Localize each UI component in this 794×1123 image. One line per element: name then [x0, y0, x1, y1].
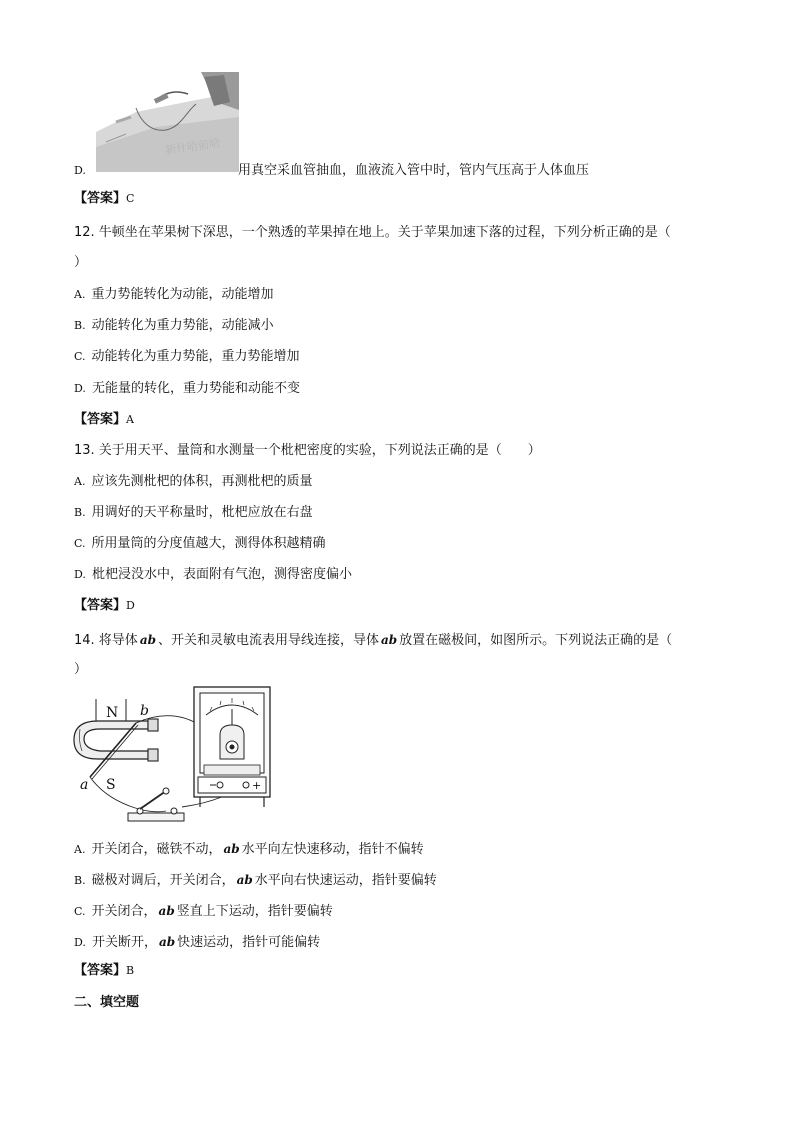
q14-stem-line2: ） [74, 662, 88, 677]
q14-option-c [74, 902, 333, 921]
q11-answer [74, 190, 134, 208]
q12-stem-line1: 12. 牛顿坐在苹果树下深思，一个熟透的苹果掉在地上。关于苹果加速下落的过程，下列分析正确的是（ [74, 225, 671, 240]
answer-label: 【答案】 [74, 191, 127, 206]
conductor-ab-symbol: ab [223, 842, 240, 856]
q12-answer [74, 411, 134, 429]
option-text: 快速运动，指针可能偏转 [177, 935, 321, 950]
photo-watermark: 新什哈前哈 [164, 136, 221, 157]
q13-option-a [74, 473, 312, 491]
option-letter: A. [74, 475, 86, 488]
conductor-ab-symbol: ab [158, 935, 176, 949]
option-text: 用真空采血管抽血，血液流入管中时，管内气压高于人体血压 [238, 163, 590, 178]
option-text: 动能转化为重力势能，重力势能增加 [91, 349, 300, 364]
conductor-ab-symbol: ab [381, 633, 398, 647]
option-text: 开关闭合，磁铁不动， [91, 842, 222, 857]
answer-value: C [126, 192, 135, 205]
stem-text: 14. 将导体 [74, 633, 138, 648]
option-letter: B. [74, 874, 86, 887]
q12-option-c [74, 348, 300, 366]
induction-circuit-figure [70, 685, 300, 830]
option-text: 所用量筒的分度值越大，测得体积越精确 [91, 536, 326, 551]
answer-label: 【答案】 [74, 963, 127, 978]
q14-option-a [74, 840, 424, 859]
blood-draw-photo [96, 72, 239, 172]
q12-option-a [74, 286, 273, 304]
stem-text: 放置在磁极间，如图所示。下列说法正确的是（ [399, 633, 673, 648]
q13-option-b [74, 504, 313, 522]
conductor-a-label: a [80, 777, 89, 793]
answer-label: 【答案】 [74, 598, 127, 613]
plus-terminal-label: + [252, 779, 262, 792]
option-letter: D. [74, 164, 86, 177]
option-letter: C. [74, 350, 86, 363]
answer-value: B [126, 964, 135, 977]
option-letter: C. [74, 537, 86, 550]
conductor-ab-symbol: ab [158, 904, 175, 918]
conductor-ab-symbol: ab [236, 873, 253, 887]
option-text: 水平向右快速运动，指针要偏转 [254, 873, 437, 888]
option-text: 竖直上下运动，指针要偏转 [176, 904, 333, 919]
q12-option-b [74, 317, 274, 335]
option-text: 开关断开， [91, 935, 157, 950]
q14-answer [74, 962, 134, 980]
section-heading: 二、填空题 [74, 995, 140, 1010]
option-letter: D. [74, 568, 86, 581]
conductor-b-label: b [140, 703, 149, 719]
q11-option-d [74, 162, 590, 180]
option-text: 无能量的转化，重力势能和动能不变 [91, 381, 300, 396]
stem-text: 、开关和灵敏电流表用导线连接，导体 [157, 633, 379, 648]
option-letter: B. [74, 506, 86, 519]
option-letter: C. [74, 905, 86, 918]
option-text: 开关闭合， [91, 904, 157, 919]
answer-label: 【答案】 [74, 412, 127, 427]
option-letter: B. [74, 319, 86, 332]
option-text: 应该先测枇杷的体积，再测枇杷的质量 [91, 474, 313, 489]
option-letter: A. [74, 843, 86, 856]
q14-stem-line1 [74, 631, 672, 650]
option-letter: D. [74, 382, 86, 395]
conductor-ab-symbol: ab [139, 633, 156, 647]
option-text: 磁极对调后，开关闭合， [91, 873, 235, 888]
option-text: 重力势能转化为动能，动能增加 [91, 287, 274, 302]
option-text: 动能转化为重力势能，动能减小 [91, 318, 274, 333]
q13-option-d [74, 566, 352, 584]
option-letter: A. [74, 288, 86, 301]
q13-option-c [74, 535, 326, 553]
q14-option-d [74, 933, 320, 952]
option-text: 用调好的天平称量时，枇杷应放在右盘 [91, 505, 313, 520]
q13-stem: 13. 关于用天平、量筒和水测量一个枇杷密度的实验，下列说法正确的是（ ） [74, 443, 541, 458]
q13-answer [74, 597, 135, 615]
option-text: 水平向左快速移动，指针不偏转 [241, 842, 424, 857]
answer-value: D [126, 599, 135, 612]
option-text: 枇杷浸没水中，表面附有气泡，测得密度偏小 [91, 567, 352, 582]
north-pole-label: N [106, 705, 119, 721]
q12-option-d [74, 380, 300, 398]
south-pole-label: S [106, 777, 116, 793]
q14-option-b [74, 871, 437, 890]
answer-value: A [126, 413, 134, 426]
q12-stem-line2: ） [74, 255, 88, 270]
option-letter: D. [74, 936, 86, 949]
